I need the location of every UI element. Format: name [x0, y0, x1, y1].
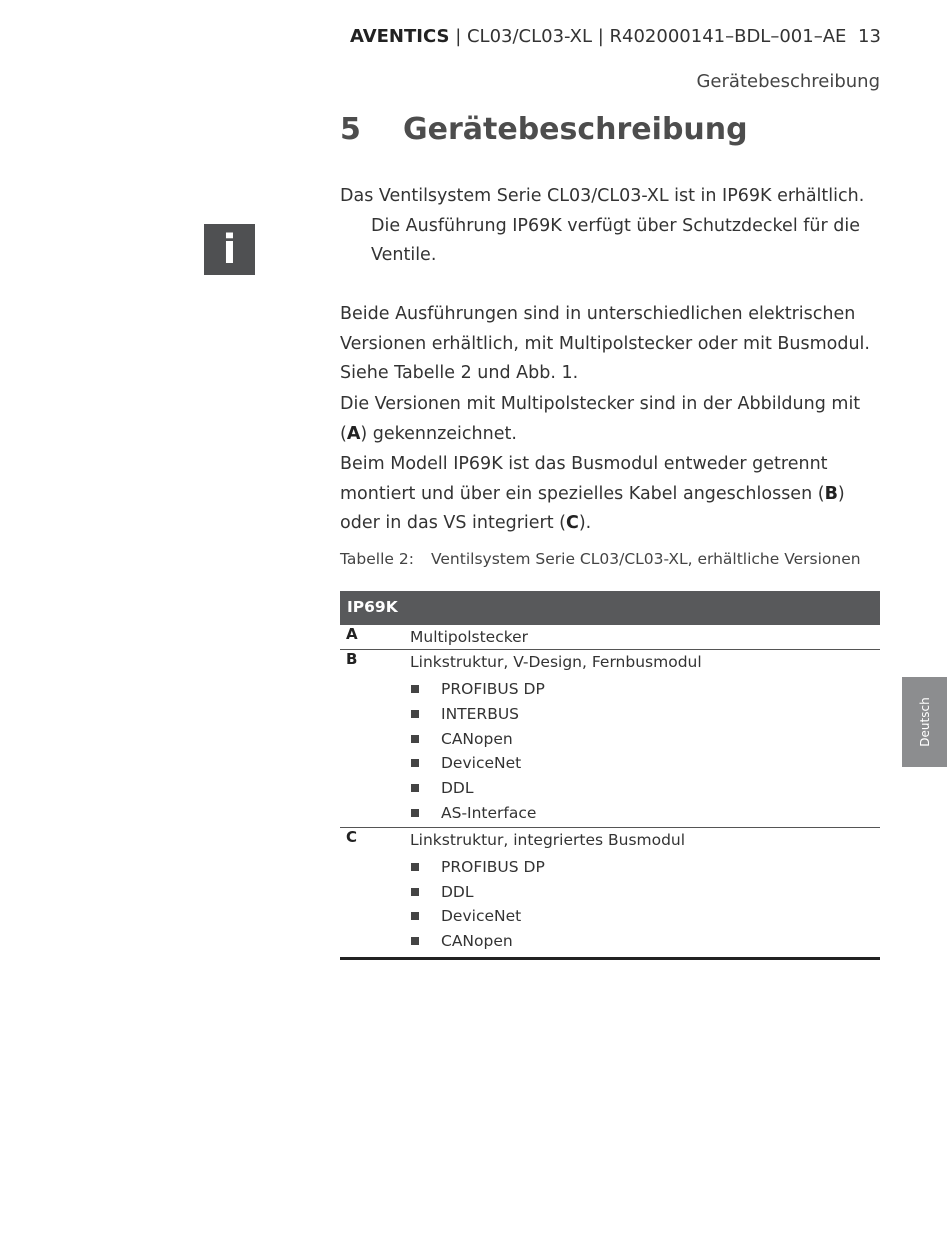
language-tab-label: Deutsch: [917, 697, 932, 747]
info-note-line2: Die Ausführung IP69K verfügt über Schutzdeckel für die Ventile.: [371, 215, 860, 265]
table-row: [340, 828, 880, 960]
table-caption: [340, 550, 861, 568]
list-item: PROFIBUS DP: [410, 855, 880, 880]
list-item: DDL: [410, 880, 880, 905]
body-text: ) oder in das VS integriert (: [340, 483, 845, 533]
bus-list: [410, 677, 880, 826]
list-item: INTERBUS: [410, 702, 880, 727]
body-paragraph-3: [340, 450, 885, 539]
row-text: Linkstruktur, integriertes Busmodul: [410, 830, 686, 849]
row-key: A: [346, 625, 358, 643]
brand-name: AVENTICS: [350, 26, 450, 47]
info-icon: i: [204, 224, 255, 275]
body-paragraph-1: Beide Ausführungen sind in unterschiedlichen elektrischen Versionen erhältlich, mit Multipolstecker oder mit Busmodul. Siehe Tabelle 2 und Abb. 1.: [340, 304, 870, 383]
body-text: Die Versionen mit Multipolstecker sind in der Abbildung mit (: [340, 394, 861, 444]
table-caption-label: Tabelle 2:: [340, 550, 414, 568]
document-info: | CL03/CL03-XL | R402000141–BDL–001–AE: [449, 26, 847, 47]
reference-letter: C: [565, 513, 579, 533]
info-note-line1: Das Ventilsystem Serie CL03/CL03-XL ist in IP69K erhältlich.: [340, 186, 865, 206]
body-text: ) gekennzeichnet.: [360, 423, 517, 444]
row-text: Linkstruktur, V-Design, Fernbusmodul: [410, 653, 702, 671]
table-row: [340, 625, 880, 650]
chapter-number: 5: [340, 112, 361, 147]
body-text: ).: [578, 513, 592, 533]
section-header: Gerätebeschreibung: [696, 71, 880, 92]
table-row: [340, 650, 880, 828]
table-caption-text: Ventilsystem Serie CL03/CL03-XL, erhältliche Versionen: [431, 550, 861, 568]
row-key: C: [346, 827, 358, 846]
list-item: DeviceNet: [410, 904, 880, 929]
bus-list: [410, 855, 880, 954]
body-paragraph-2: [340, 390, 885, 449]
row-key: B: [346, 650, 358, 668]
table-header: IP69K: [340, 591, 880, 625]
reference-letter: A: [346, 423, 361, 444]
page-number: 13: [858, 26, 881, 47]
row-text: Multipolstecker: [410, 628, 529, 646]
versions-table: [340, 591, 880, 960]
list-item: CANopen: [410, 727, 880, 752]
list-item: PROFIBUS DP: [410, 677, 880, 702]
list-item: AS-Interface: [410, 801, 880, 826]
chapter-title: Gerätebeschreibung: [403, 112, 748, 147]
body-text: Beim Modell IP69K ist das Busmodul entweder getrennt montiert und über ein spezielles Kabel angeschlossen (: [340, 454, 828, 504]
info-note: [340, 182, 880, 271]
list-item: DDL: [410, 776, 880, 801]
list-item: CANopen: [410, 929, 880, 954]
reference-letter: B: [824, 483, 838, 504]
chapter-heading: [340, 112, 748, 147]
list-item: DeviceNet: [410, 751, 880, 776]
language-tab: [902, 677, 947, 767]
running-header: [350, 26, 846, 47]
